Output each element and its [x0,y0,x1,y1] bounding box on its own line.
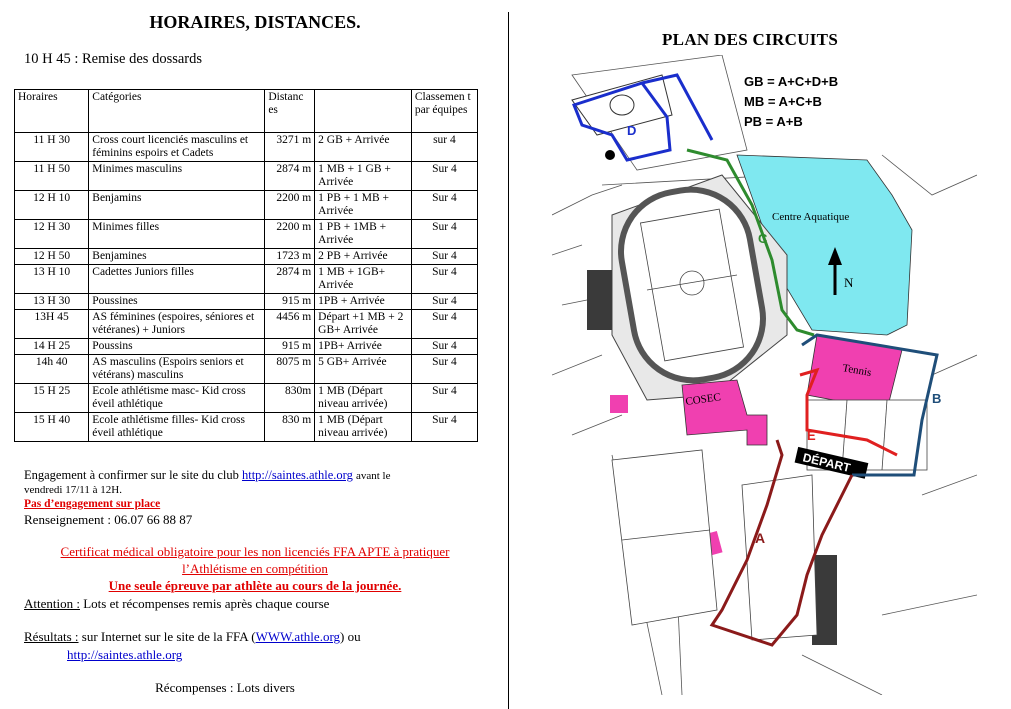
table-cell: Benjamines [89,249,265,265]
table-cell: Ecole athlétisme filles- Kid cross éveil athlétique [89,413,265,442]
cosec-building [682,380,767,445]
depart-label: DÉPART [801,450,852,475]
table-cell: 11 H 50 [15,162,89,191]
table-cell: 1 PB + 1MB + Arrivée [315,220,412,249]
loop-b-label: B [932,391,942,406]
remise-dossards: 10 H 45 : Remise des dossards [24,51,203,67]
small-building-1 [610,395,628,413]
table-header-row [15,90,478,133]
north-label: N [844,275,854,290]
loop-e-label: E [807,428,816,443]
table-cell: Poussines [89,294,265,310]
table-cell: 1 PB + 1 MB + Arrivée [315,191,412,220]
resultats-club-link-line [67,647,182,663]
table-cell: 8075 m [265,355,315,384]
cosec-label: COSEC [684,391,722,408]
table-cell: 915 m [265,339,315,355]
engagement-date: vendredi 17/11 à 12H. [24,484,122,496]
table-cell: Sur 4 [411,384,477,413]
table-cell: 12 H 30 [15,220,89,249]
club-site-link[interactable]: http://saintes.athle.org [241,468,353,482]
table-cell: 13 H 10 [15,265,89,294]
table-cell: Sur 4 [411,249,477,265]
table-cell: 2200 m [265,191,315,220]
table-cell: Ecole athlétisme masc- Kid cross éveil athlétique [89,384,265,413]
table-cell: 1 MB (Départ niveau arrivée) [315,413,412,442]
table-cell: 14 H 25 [15,339,89,355]
resultats-note: Résultats : sur Internet sur le site de la FFA (WWW.athle.org) ou [24,629,361,644]
table-row [15,220,478,249]
table-row [15,355,478,384]
renseignement: Renseignement : 06.07 66 88 87 [24,512,193,527]
table-cell: 2874 m [265,265,315,294]
table-cell: Sur 4 [411,162,477,191]
map-title: PLAN DES CIRCUITS [662,30,839,49]
table-cell: Sur 4 [411,191,477,220]
table-row [15,191,478,220]
table-row [15,133,478,162]
formula-pb: PB = A+B [744,114,803,129]
table-cell: 5 GB+ Arrivée [315,355,412,384]
table-cell: 12 H 50 [15,249,89,265]
table-cell: AS masculins (Espoirs seniors et vétérans) masculins [89,355,265,384]
table-cell: 2200 m [265,220,315,249]
table-cell: 1PB + Arrivée [315,294,412,310]
table-cell: Benjamins [89,191,265,220]
table-cell: Sur 4 [411,265,477,294]
table-cell: Sur 4 [411,294,477,310]
table-cell: 1 MB + 1GB+ Arrivée [315,265,412,294]
table-cell: Sur 4 [411,413,477,442]
schedule-title: HORAIRES, DISTANCES. [149,12,361,32]
stand-west [587,270,612,330]
table-cell: 1 MB (Départ niveau arrivée) [315,384,412,413]
table-row [15,413,478,442]
ffa-link[interactable]: WWW.athle.org [255,629,341,644]
une-seule-epreuve: Une seule épreuve par athlète au cours de la journée. [108,578,402,593]
loop-a-label: A [755,530,766,546]
table-cell: 13H 45 [15,310,89,339]
table-cell: 15 H 25 [15,384,89,413]
loop-c-label: C [758,231,768,246]
table-header-cell: Distanc es [265,90,315,133]
recompenses: Récompenses : Lots divers [155,680,295,695]
table-cell: 1 MB + 1 GB + Arrivée [315,162,412,191]
table-row [15,384,478,413]
column-divider [508,12,509,709]
table-cell: 13 H 30 [15,294,89,310]
table-cell: Sur 4 [411,220,477,249]
centre-aquatique-label: Centre Aquatique [772,211,850,223]
table-header-cell: Classemen t par équipes [411,90,477,133]
table-row [15,310,478,339]
table-cell: 2 PB + Arrivée [315,249,412,265]
table-row [15,294,478,310]
table-cell: 3271 m [265,133,315,162]
table-row [15,339,478,355]
schedule-table [14,89,478,442]
table-cell: Cross court licenciés masculins et féminins espoirs et Cadets [89,133,265,162]
table-cell: 12 H 10 [15,191,89,220]
table-cell: 2874 m [265,162,315,191]
table-cell: Poussins [89,339,265,355]
table-header-cell [315,90,412,133]
map-panel [512,0,1011,709]
table-cell: 14h 40 [15,355,89,384]
table-cell: 15 H 40 [15,413,89,442]
table-row [15,265,478,294]
no-onsite-registration: Pas d’engagement sur place [24,498,161,510]
certificat-line-2: l’Athlétisme en compétition [182,561,328,576]
tennis-label: Tennis [841,362,873,380]
circuit-map [552,55,977,695]
table-cell: 1723 m [265,249,315,265]
table-cell: 4456 m [265,310,315,339]
table-cell: Départ +1 MB + 2 GB+ Arrivée [315,310,412,339]
table-cell: 11 H 30 [15,133,89,162]
table-cell: Sur 4 [411,339,477,355]
table-cell: Sur 4 [411,355,477,384]
engagement-note: Engagement à confirmer sur le site du club http://saintes.athle.org avant le [24,468,391,482]
formula-mb: MB = A+C+B [744,94,822,109]
formula-gb: GB = A+C+D+B [744,74,839,89]
table-header-cell: Horaires [15,90,89,133]
table-cell: 915 m [265,294,315,310]
table-cell: Cadettes Juniors filles [89,265,265,294]
schedule-panel [0,0,505,709]
table-cell: 2 GB + Arrivée [315,133,412,162]
attention-note: Attention : Lots et récompenses remis après chaque course [24,596,330,611]
table-row [15,249,478,265]
table-cell: 830m [265,384,315,413]
table-cell: sur 4 [411,133,477,162]
loop-d-marker [605,150,615,160]
certificat-line-1: Certificat médical obligatoire pour les non licenciés FFA APTE à pratiquer [60,544,450,559]
club-results-link[interactable]: http://saintes.athle.org [67,647,183,662]
table-row [15,162,478,191]
table-cell: Sur 4 [411,310,477,339]
table-cell: 1PB+ Arrivée [315,339,412,355]
table-cell: Minimes masculins [89,162,265,191]
loop-d-label: D [627,123,637,138]
table-cell: Minimes filles [89,220,265,249]
table-cell: AS féminines (espoires, séniores et vétéranes) + Juniors [89,310,265,339]
table-cell: 830 m [265,413,315,442]
table-header-cell: Catégories [89,90,265,133]
